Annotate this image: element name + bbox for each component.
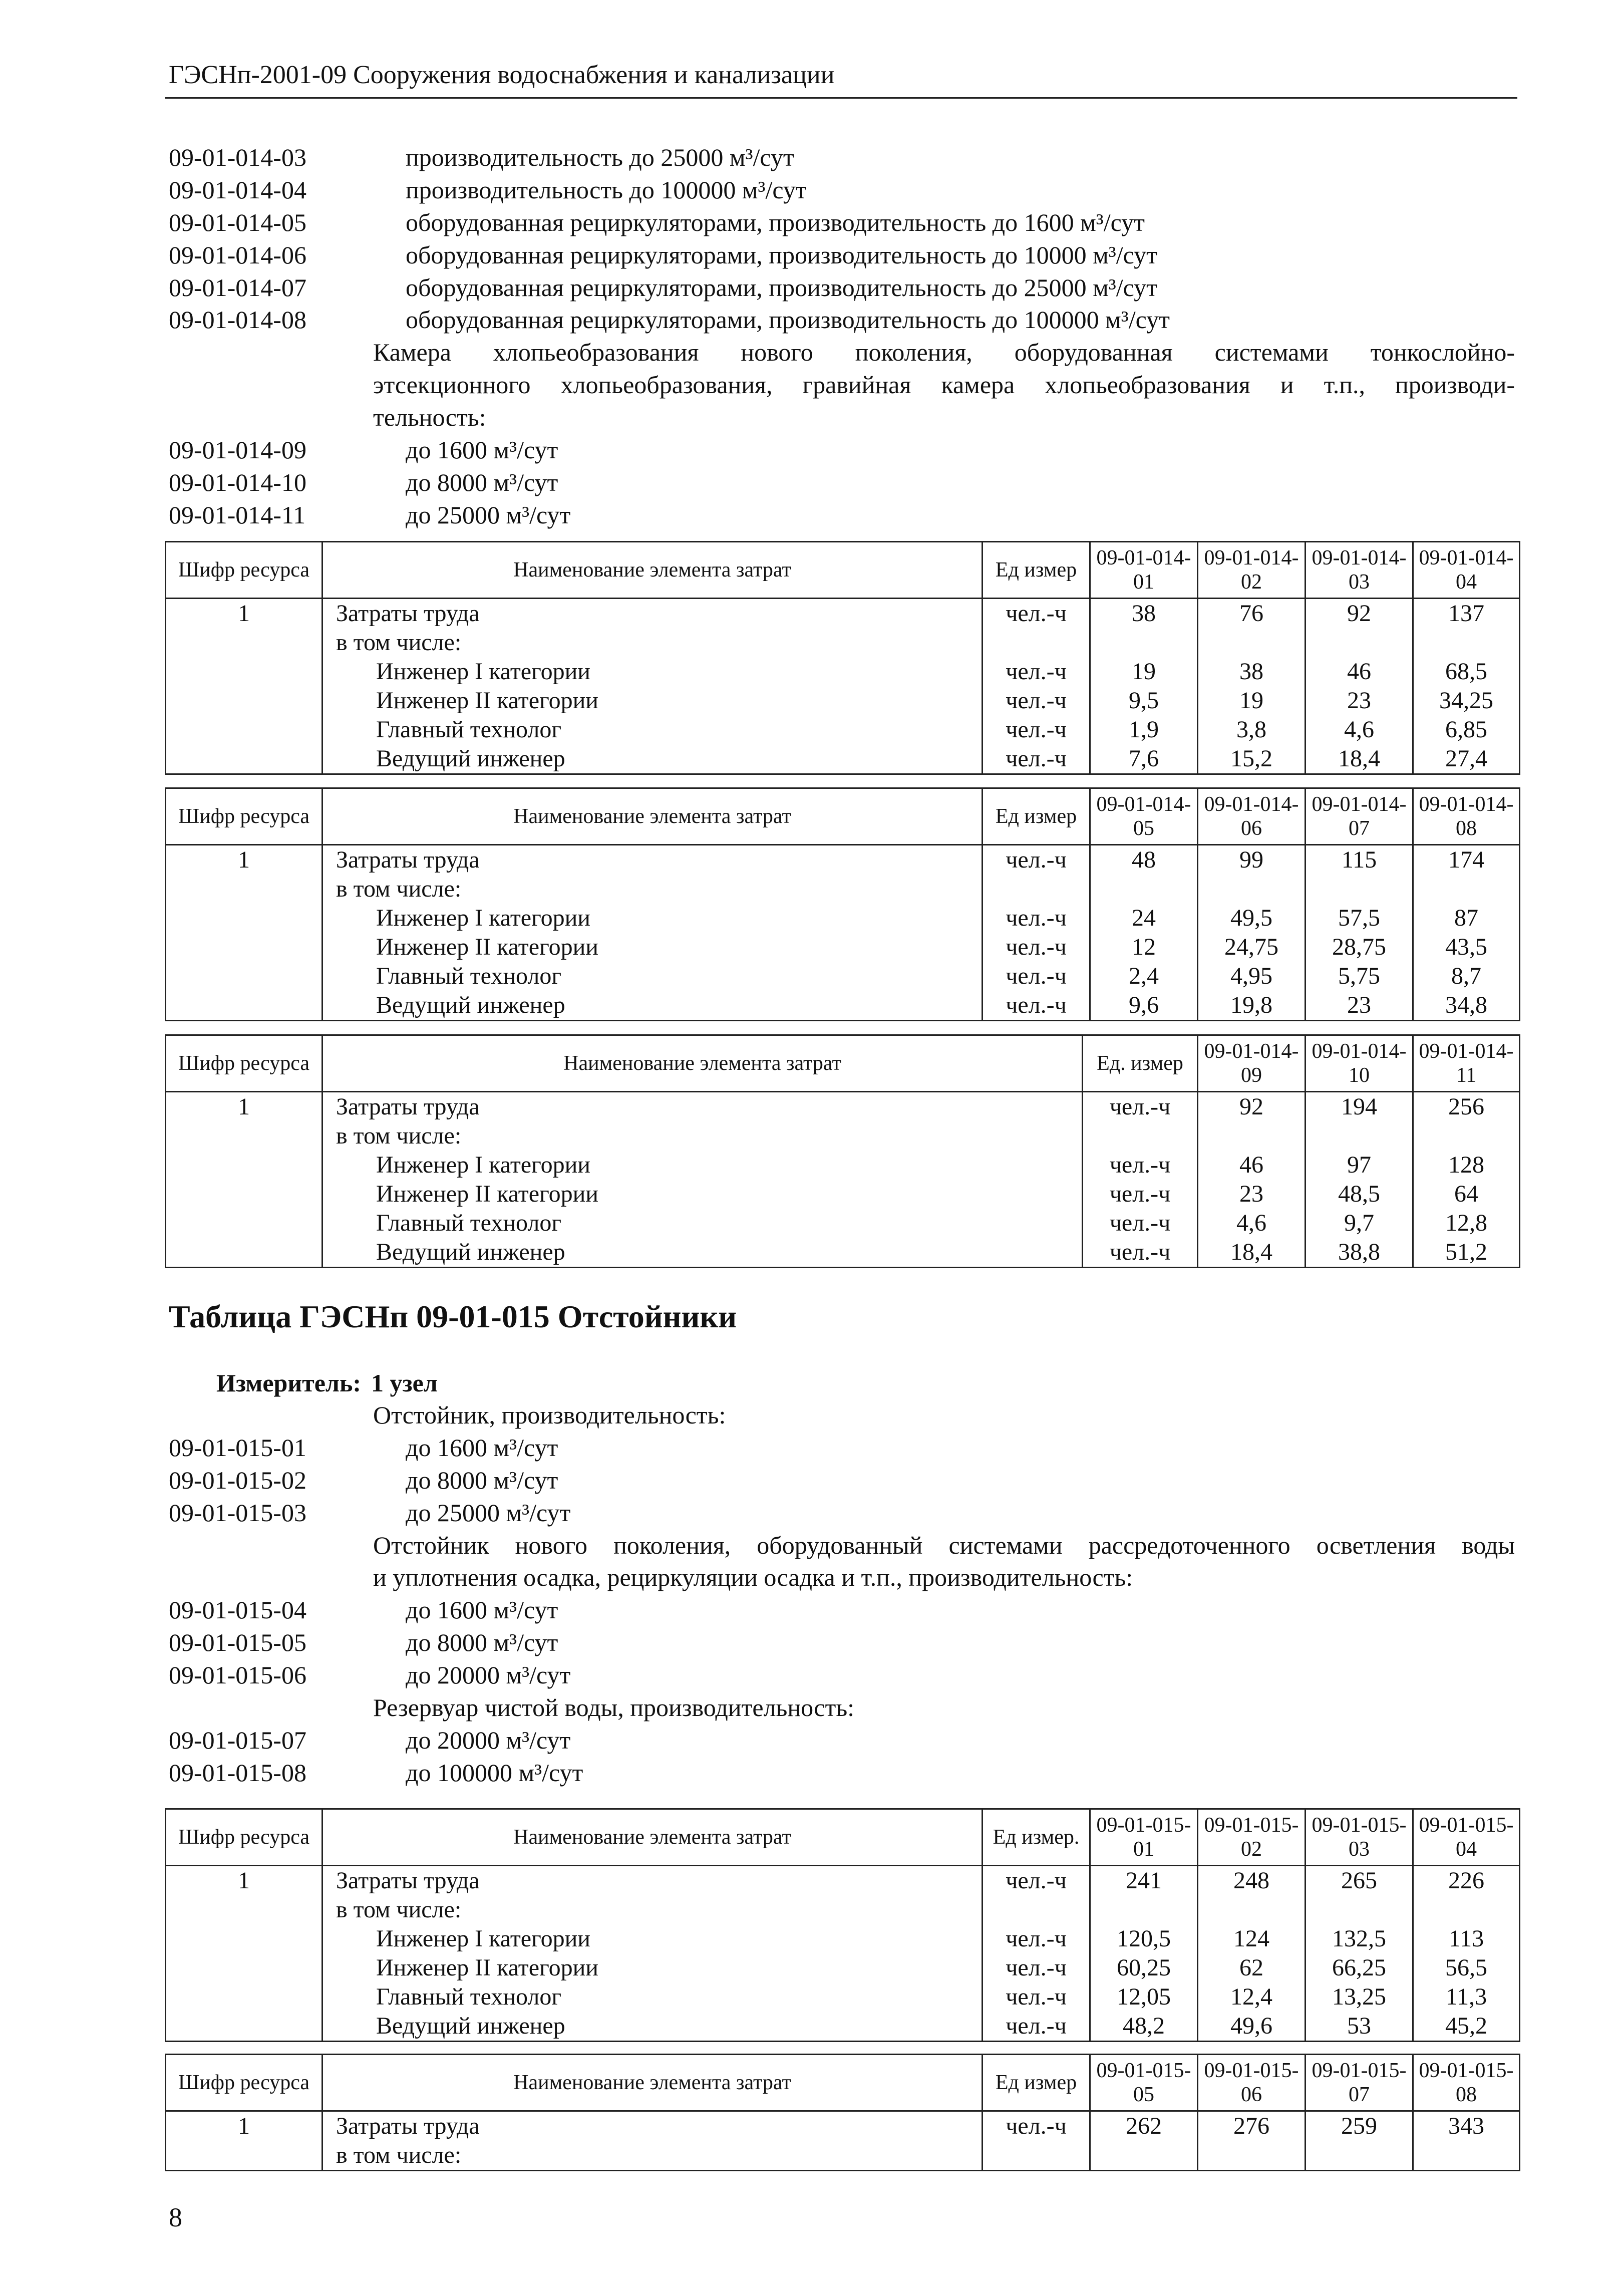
resource-code: 09-01-014-04 [169, 176, 306, 204]
resource-description: до 8000 м³/сут [406, 468, 558, 496]
row-units: чел.-ч чел.-ч чел.-ч чел.-ч чел.-ч [983, 845, 1090, 1021]
resource-table [165, 1808, 1520, 2042]
row-code: 1 [166, 1866, 322, 2042]
resource-table [165, 787, 1520, 1021]
value-column: 115 57,5 28,75 5,75 23 [1306, 845, 1413, 1021]
col-header-norm: 09-01-014-06 [1198, 788, 1306, 845]
row-code: 1 [166, 845, 322, 1021]
row-names: Затраты труда в том числе: Инженер I категории Инженер II категории Главный технолог Ведущий инженер [322, 1092, 1083, 1268]
paragraph-line: Отстойник нового поколения, оборудованный системами рассредоточенного осветления воды [373, 1531, 1515, 1559]
resource-description: до 8000 м³/сут [406, 1466, 558, 1494]
meter-line [216, 1367, 438, 1398]
col-header-name: Наименование элемента затрат [322, 1809, 983, 1866]
col-header-unit: Ед измер. [983, 1809, 1090, 1866]
value-column: 137 68,5 34,25 6,85 27,4 [1413, 599, 1520, 774]
row-code: 1 [166, 2111, 322, 2171]
value-column: 92 46 23 4,6 18,4 [1306, 599, 1413, 774]
resource-code: 09-01-014-05 [169, 208, 306, 236]
paragraph-line: Резервуар чистой воды, производительность: [373, 1693, 855, 1722]
page-number: 8 [169, 2202, 182, 2232]
col-header-norm: 09-01-014-07 [1306, 788, 1413, 845]
paragraph-line: и уплотнения осадка, рециркуляции осадка и т.п., производительность: [373, 1563, 1133, 1591]
value-column: 262 [1090, 2111, 1198, 2171]
col-header-norm: 09-01-014-02 [1198, 542, 1306, 599]
col-header-norm: 09-01-014-11 [1413, 1035, 1520, 1092]
value-column: 248 124 62 12,4 49,6 [1198, 1866, 1306, 2042]
resource-description: производительность до 25000 м³/сут [406, 143, 794, 171]
row-code: 1 [166, 599, 322, 774]
value-column: 174 87 43,5 8,7 34,8 [1413, 845, 1520, 1021]
value-column: 259 [1306, 2111, 1413, 2171]
resource-code: 09-01-014-10 [169, 468, 306, 496]
col-header-name: Наименование элемента затрат [322, 2055, 983, 2111]
value-column: 38 19 9,5 1,9 7,6 [1090, 599, 1198, 774]
value-column: 256 128 64 12,8 51,2 [1413, 1092, 1520, 1268]
resource-code: 09-01-015-08 [169, 1759, 306, 1787]
resource-code: 09-01-014-08 [169, 306, 306, 334]
col-header-norm: 09-01-015-05 [1090, 2055, 1198, 2111]
col-header-norm: 09-01-014-08 [1413, 788, 1520, 845]
value-column: 241 120,5 60,25 12,05 48,2 [1090, 1866, 1198, 2042]
col-header-norm: 09-01-014-04 [1413, 542, 1520, 599]
row-units: чел.-ч чел.-ч чел.-ч чел.-ч чел.-ч [983, 599, 1090, 774]
col-header-code: Шифр ресурса [166, 1809, 322, 1866]
resource-code: 09-01-015-04 [169, 1596, 306, 1624]
resource-code: 09-01-015-07 [169, 1726, 306, 1754]
col-header-norm: 09-01-015-03 [1306, 1809, 1413, 1866]
col-header-name: Наименование элемента затрат [322, 1035, 1083, 1092]
col-header-norm: 09-01-015-08 [1413, 2055, 1520, 2111]
paragraph-line: этсекционного хлопьеобразования, гравийная камера хлопьеобразования и т.п., производи- [373, 371, 1515, 399]
row-names: Затраты труда в том числе: Инженер I категории Инженер II категории Главный технолог Ведущий инженер [322, 599, 983, 774]
resource-description: до 1600 м³/сут [406, 1596, 558, 1624]
resource-description: до 25000 м³/сут [406, 501, 571, 529]
resource-code: 09-01-014-06 [169, 241, 306, 269]
paragraph-line: Камера хлопьеобразования нового поколения, оборудованная системами тонкослойно- [373, 338, 1515, 366]
resource-description: до 25000 м³/сут [406, 1499, 571, 1527]
resource-table [165, 1034, 1520, 1268]
resource-code: 09-01-014-11 [169, 501, 306, 529]
resource-description: производительность до 100000 м³/сут [406, 176, 807, 204]
resource-code: 09-01-015-03 [169, 1499, 306, 1527]
resource-description: оборудованная рециркуляторами, производительность до 25000 м³/сут [406, 273, 1158, 302]
resource-description: оборудованная рециркуляторами, производительность до 10000 м³/сут [406, 241, 1158, 269]
col-header-unit: Ед измер [983, 542, 1090, 599]
value-column: 343 [1413, 2111, 1520, 2171]
resource-description: до 20000 м³/сут [406, 1726, 571, 1754]
value-column: 76 38 19 3,8 15,2 [1198, 599, 1306, 774]
resource-code: 09-01-014-07 [169, 273, 306, 302]
col-header-code: Шифр ресурса [166, 788, 322, 845]
resource-description: оборудованная рециркуляторами, производительность до 1600 м³/сут [406, 208, 1145, 236]
col-header-name: Наименование элемента затрат [322, 788, 983, 845]
col-header-norm: 09-01-014-05 [1090, 788, 1198, 845]
value-column: 194 97 48,5 9,7 38,8 [1306, 1092, 1413, 1268]
row-names: Затраты труда в том числе: Инженер I категории Инженер II категории Главный технолог Ведущий инженер [322, 1866, 983, 2042]
resource-description: до 20000 м³/сут [406, 1661, 571, 1689]
row-names: Затраты труда в том числе: Инженер I категории Инженер II категории Главный технолог Ведущий инженер [322, 845, 983, 1021]
paragraph-line: Отстойник, производительность: [373, 1401, 726, 1429]
col-header-unit: Ед измер [983, 2055, 1090, 2111]
col-header-unit: Ед. измер [1083, 1035, 1198, 1092]
resource-description: до 8000 м³/сут [406, 1628, 558, 1656]
value-column: 92 46 23 4,6 18,4 [1198, 1092, 1306, 1268]
resource-table [165, 2054, 1520, 2171]
col-header-unit: Ед измер [983, 788, 1090, 845]
col-header-norm: 09-01-015-06 [1198, 2055, 1306, 2111]
row-units: чел.-ч чел.-ч чел.-ч чел.-ч чел.-ч [983, 1866, 1090, 2042]
resource-table [165, 541, 1520, 775]
col-header-name: Наименование элемента затрат [322, 542, 983, 599]
col-header-norm: 09-01-015-04 [1413, 1809, 1520, 1866]
running-header: ГЭСНп-2001-09 Сооружения водоснабжения и канализации [169, 61, 835, 89]
resource-code: 09-01-014-09 [169, 436, 306, 464]
section-title: Таблица ГЭСНп 09-01-015 Отстойники [169, 1299, 737, 1334]
row-code: 1 [166, 1092, 322, 1268]
value-column: 226 113 56,5 11,3 45,2 [1413, 1866, 1520, 2042]
resource-description: до 100000 м³/сут [406, 1759, 583, 1787]
row-units: чел.-ч [983, 2111, 1090, 2171]
resource-description: до 1600 м³/сут [406, 436, 558, 464]
col-header-norm: 09-01-014-10 [1306, 1035, 1413, 1092]
value-column: 265 132,5 66,25 13,25 53 [1306, 1866, 1413, 2042]
col-header-code: Шифр ресурса [166, 542, 322, 599]
col-header-norm: 09-01-015-07 [1306, 2055, 1413, 2111]
col-header-norm: 09-01-014-03 [1306, 542, 1413, 599]
row-names: Затраты труда в том числе: [322, 2111, 983, 2171]
value-column: 276 [1198, 2111, 1306, 2171]
resource-code: 09-01-015-05 [169, 1628, 306, 1656]
resource-code: 09-01-014-03 [169, 143, 306, 171]
resource-code: 09-01-015-01 [169, 1434, 306, 1462]
meter-value: 1 узел [371, 1369, 438, 1397]
header-rule [165, 97, 1517, 99]
col-header-code: Шифр ресурса [166, 1035, 322, 1092]
value-column: 99 49,5 24,75 4,95 19,8 [1198, 845, 1306, 1021]
col-header-norm: 09-01-014-01 [1090, 542, 1198, 599]
resource-description: до 1600 м³/сут [406, 1434, 558, 1462]
paragraph-line: тельность: [373, 403, 486, 431]
row-units: чел.-ч чел.-ч чел.-ч чел.-ч чел.-ч [1083, 1092, 1198, 1268]
col-header-norm: 09-01-015-01 [1090, 1809, 1198, 1866]
col-header-code: Шифр ресурса [166, 2055, 322, 2111]
meter-label: Измеритель: [216, 1369, 362, 1397]
value-column: 48 24 12 2,4 9,6 [1090, 845, 1198, 1021]
resource-description: оборудованная рециркуляторами, производительность до 100000 м³/сут [406, 306, 1170, 334]
resource-code: 09-01-015-02 [169, 1466, 306, 1494]
col-header-norm: 09-01-014-09 [1198, 1035, 1306, 1092]
resource-code: 09-01-015-06 [169, 1661, 306, 1689]
col-header-norm: 09-01-015-02 [1198, 1809, 1306, 1866]
